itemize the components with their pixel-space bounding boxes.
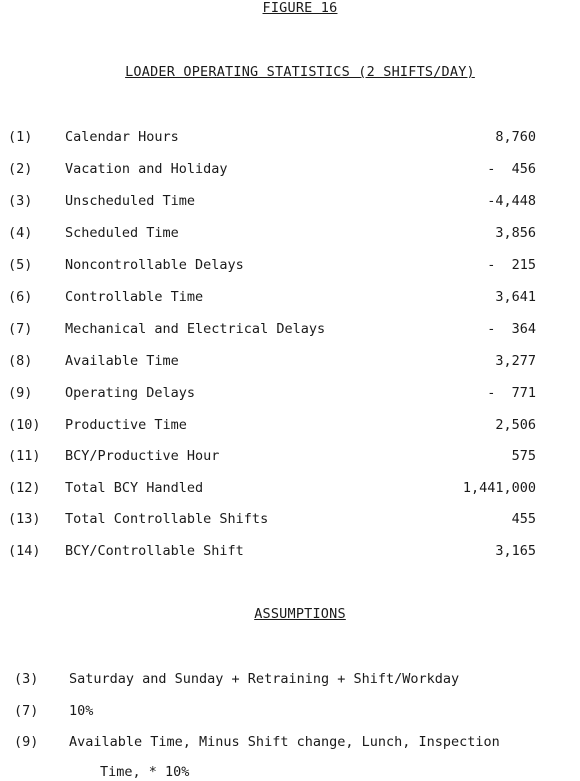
assumption-text-continued: Time, * 10% xyxy=(100,764,190,780)
table-row xyxy=(0,257,580,277)
row-number: (4) xyxy=(8,225,33,241)
row-value: 3,277 xyxy=(495,353,536,369)
row-number: (12) xyxy=(8,480,41,496)
table-row xyxy=(0,289,580,309)
row-value: 2,506 xyxy=(495,417,536,433)
row-label: BCY/Productive Hour xyxy=(65,448,220,464)
row-value: 455 xyxy=(511,511,536,527)
row-label: Productive Time xyxy=(65,417,187,433)
table-row xyxy=(0,193,580,213)
row-label: Available Time xyxy=(65,353,179,369)
row-label: Total BCY Handled xyxy=(65,480,204,496)
row-label: Controllable Time xyxy=(65,289,204,305)
row-value: 3,165 xyxy=(495,543,536,559)
assumption-text: Available Time, Minus Shift change, Lunch, Inspection xyxy=(69,734,500,750)
table-row xyxy=(0,480,580,500)
row-number: (8) xyxy=(8,353,33,369)
figure-label: FIGURE 16 xyxy=(262,0,338,16)
row-number: (9) xyxy=(8,385,33,401)
row-number: (5) xyxy=(8,257,33,273)
table-row xyxy=(0,353,580,373)
row-value: -4,448 xyxy=(487,193,536,209)
row-number: (1) xyxy=(8,129,33,145)
assumptions-heading: ASSUMPTIONS xyxy=(254,606,346,622)
table-row xyxy=(0,321,580,341)
row-value: 8,760 xyxy=(495,129,536,145)
row-label: Scheduled Time xyxy=(65,225,179,241)
row-number: (6) xyxy=(8,289,33,305)
table-row xyxy=(0,225,580,245)
row-number: (7) xyxy=(8,321,33,337)
row-value: - 771 xyxy=(487,385,536,401)
table-title: LOADER OPERATING STATISTICS (2 SHIFTS/DAY) xyxy=(125,64,475,80)
row-number: (11) xyxy=(8,448,41,464)
row-label: Total Controllable Shifts xyxy=(65,511,269,527)
row-value: - 364 xyxy=(487,321,536,337)
row-value: 1,441,000 xyxy=(462,480,536,496)
row-label: Operating Delays xyxy=(65,385,196,401)
row-label: Noncontrollable Delays xyxy=(65,257,244,273)
table-row xyxy=(0,511,580,531)
table-row xyxy=(0,417,580,437)
table-row xyxy=(0,161,580,181)
row-number: (13) xyxy=(8,511,41,527)
row-value: - 215 xyxy=(487,257,536,273)
assumption-number: (7) xyxy=(14,703,39,719)
assumption-number: (3) xyxy=(14,671,39,687)
assumption-text: 10% xyxy=(69,703,94,719)
row-number: (3) xyxy=(8,193,33,209)
row-label: Unscheduled Time xyxy=(65,193,196,209)
row-value: - 456 xyxy=(487,161,536,177)
row-number: (2) xyxy=(8,161,33,177)
row-label: BCY/Controllable Shift xyxy=(65,543,244,559)
row-label: Calendar Hours xyxy=(65,129,179,145)
row-number: (14) xyxy=(8,543,41,559)
row-value: 3,641 xyxy=(495,289,536,305)
row-value: 575 xyxy=(511,448,536,464)
table-row xyxy=(0,448,580,468)
row-label: Vacation and Holiday xyxy=(65,161,228,177)
assumption-text: Saturday and Sunday + Retraining + Shift/Workday xyxy=(69,671,460,687)
assumption-number: (9) xyxy=(14,734,39,750)
table-row xyxy=(0,543,580,563)
row-number: (10) xyxy=(8,417,41,433)
row-label: Mechanical and Electrical Delays xyxy=(65,321,326,337)
table-row xyxy=(0,385,580,405)
row-value: 3,856 xyxy=(495,225,536,241)
table-row xyxy=(0,129,580,149)
